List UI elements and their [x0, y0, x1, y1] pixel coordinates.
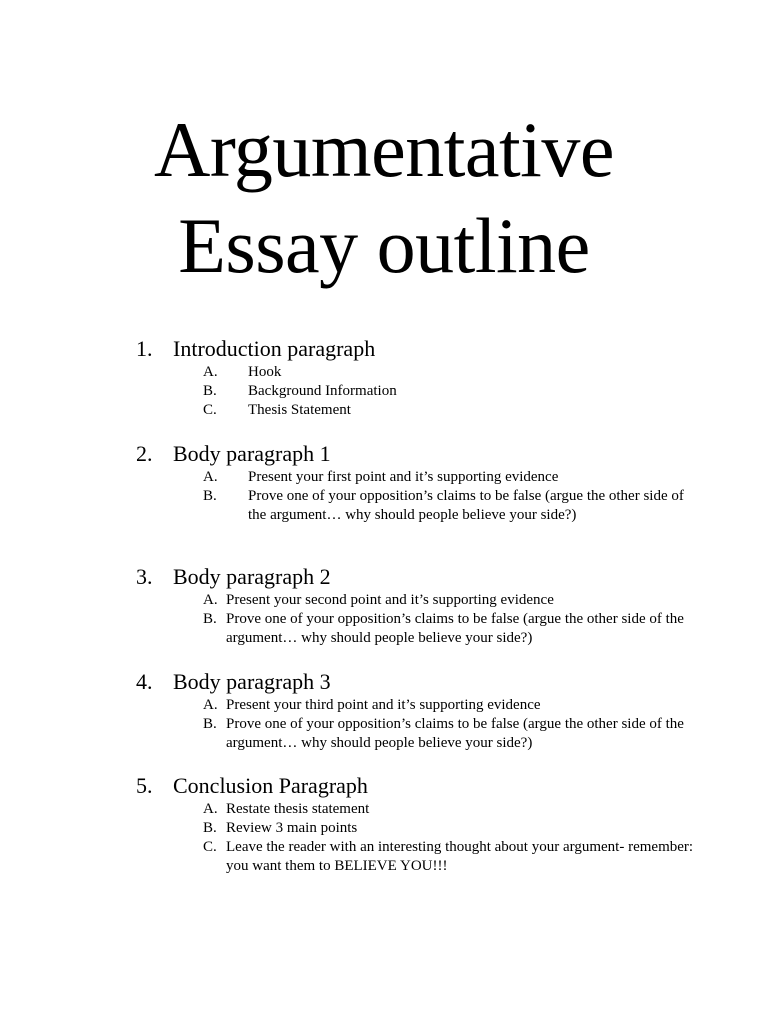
outline-subitem	[136, 838, 696, 876]
outline-section-body-1	[136, 441, 696, 525]
outline-subitem	[136, 591, 696, 610]
title-line-1: Argumentative	[154, 106, 614, 193]
subitem-text: Background Information	[248, 383, 397, 399]
subitem-label: A.	[203, 592, 218, 608]
outline-section-body-3	[136, 669, 696, 753]
outline-section-introduction	[136, 336, 696, 420]
outline-subitem	[136, 715, 696, 753]
section-heading	[136, 773, 696, 799]
subitem-label: A.	[203, 364, 218, 380]
subitem-label: C.	[203, 839, 217, 855]
subitem-text: Hook	[248, 364, 282, 380]
section-number: 5.	[136, 773, 153, 798]
subitem-text: Prove one of your opposition’s claims to be false (argue the other side of the argument… why should people believe your side?)	[226, 716, 684, 751]
subitem-text: Review 3 main points	[226, 820, 358, 836]
outline-section-conclusion	[136, 773, 696, 876]
section-title: Body paragraph 3	[173, 669, 331, 694]
page-title	[0, 102, 768, 294]
subitem-label: B.	[203, 716, 217, 732]
section-heading	[136, 336, 696, 362]
outline-subitem	[136, 468, 696, 487]
section-title: Conclusion Paragraph	[173, 773, 368, 798]
subitem-text: Thesis Statement	[248, 402, 351, 418]
subitem-label: A.	[203, 801, 218, 817]
subitem-label: A.	[203, 697, 218, 713]
outline-subitem	[136, 401, 696, 420]
subitem-text: Present your first point and it’s supporting evidence	[248, 469, 559, 485]
section-title: Body paragraph 2	[173, 564, 331, 589]
outline-subitem	[136, 819, 696, 838]
subitem-text: Present your second point and it’s supporting evidence	[226, 592, 554, 608]
title-line-2: Essay outline	[178, 202, 590, 289]
subitem-text: Restate thesis statement	[226, 801, 370, 817]
outline-subitem	[136, 610, 696, 648]
subitem-label: A.	[203, 469, 218, 485]
section-heading	[136, 564, 696, 590]
subitem-text: Present your third point and it’s supporting evidence	[226, 697, 541, 713]
subitem-label: B.	[203, 488, 217, 504]
subitem-text: Prove one of your opposition’s claims to be false (argue the other side of the argument… why should people believe your side?)	[248, 488, 684, 523]
outline-subitem	[136, 696, 696, 715]
outline-subitem	[136, 487, 696, 525]
section-heading	[136, 441, 696, 467]
subitem-text: Prove one of your opposition’s claims to be false (argue the other side of the argument… why should people believe your side?)	[226, 611, 684, 646]
subitem-text: Leave the reader with an interesting thought about your argument- remember: you want them to BELIEVE YOU!!!	[226, 839, 694, 874]
subitem-label: B.	[203, 820, 217, 836]
section-number: 2.	[136, 441, 153, 466]
section-title: Body paragraph 1	[173, 441, 331, 466]
section-number: 1.	[136, 336, 153, 361]
section-number: 3.	[136, 564, 153, 589]
outline-section-body-2	[136, 564, 696, 648]
outline-subitem	[136, 363, 696, 382]
section-heading	[136, 669, 696, 695]
section-number: 4.	[136, 669, 153, 694]
subitem-label: B.	[203, 611, 217, 627]
outline-subitem	[136, 382, 696, 401]
outline-subitem	[136, 800, 696, 819]
subitem-label: B.	[203, 383, 217, 399]
subitem-label: C.	[203, 402, 217, 418]
section-title: Introduction paragraph	[173, 336, 376, 361]
